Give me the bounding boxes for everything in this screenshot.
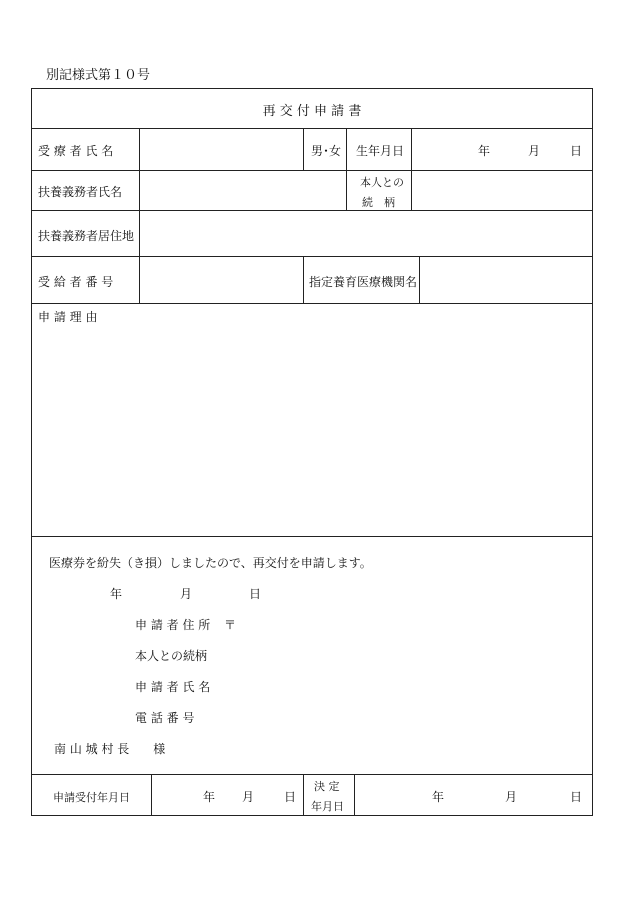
col-divider — [303, 256, 304, 303]
decision-year-label: 年 — [432, 790, 445, 804]
reason-label: 申 請 理 由 — [38, 310, 98, 324]
row-divider — [31, 774, 593, 775]
applicant-relation-label: 本人との続柄 — [135, 649, 208, 663]
postal-mark: 〒 — [224, 618, 237, 632]
decision-label-line2: 年月日 — [311, 800, 344, 813]
table-left-border — [31, 88, 32, 816]
birthdate-label: 生年月日 — [356, 144, 405, 158]
row-divider — [31, 536, 593, 537]
decision-month-label: 月 — [505, 790, 518, 804]
received-date-label: 申請受付年月日 — [53, 791, 130, 804]
guardian-address-label: 扶養義務者居住地 — [38, 229, 135, 243]
col-divider — [303, 128, 304, 170]
declaration-statement: 医療券を紛失（き損）しましたので、再交付を申請します。 — [49, 556, 372, 570]
col-divider — [346, 128, 347, 210]
declaration-year-label: 年 — [110, 587, 123, 601]
row-divider — [31, 210, 593, 211]
row-divider — [31, 128, 593, 129]
phone-label: 電 話 番 号 — [135, 711, 195, 725]
birth-year-label: 年 — [478, 144, 491, 158]
col-divider — [303, 774, 304, 815]
table-bottom-border — [31, 815, 593, 816]
row-divider — [31, 303, 593, 304]
col-divider — [151, 774, 152, 815]
addressee: 南 山 城 村 長 様 — [54, 742, 166, 756]
table-right-border — [592, 88, 593, 816]
birth-month-label: 月 — [528, 144, 541, 158]
relation-label-line1: 本人との — [360, 176, 404, 189]
guardian-name-label: 扶養義務者氏名 — [38, 185, 123, 199]
decision-day-label: 日 — [570, 790, 583, 804]
gender-label: 男･女 — [311, 144, 342, 158]
received-month-label: 月 — [242, 790, 255, 804]
birth-day-label: 日 — [570, 144, 583, 158]
applicant-address-label: 申 請 者 住 所 — [135, 618, 211, 632]
relation-label-line2: 続 柄 — [362, 196, 395, 209]
decision-label-line1: 決 定 — [314, 780, 340, 793]
col-divider — [411, 128, 412, 210]
form-number: 別記様式第１０号 — [46, 68, 151, 83]
recipient-name-label: 受 療 者 氏 名 — [38, 144, 114, 158]
form-title: 再 交 付 申 請 書 — [262, 104, 362, 119]
received-day-label: 日 — [284, 790, 297, 804]
col-divider — [419, 256, 420, 303]
row-divider — [31, 256, 593, 257]
applicant-name-label: 申 請 者 氏 名 — [135, 680, 211, 694]
col-divider — [139, 128, 140, 303]
table-top-border — [31, 88, 593, 89]
col-divider — [354, 774, 355, 815]
declaration-month-label: 月 — [180, 587, 193, 601]
institution-label: 指定養育医療機関名 — [309, 275, 418, 289]
received-year-label: 年 — [203, 790, 216, 804]
row-divider — [31, 170, 593, 171]
declaration-day-label: 日 — [249, 587, 262, 601]
recipient-number-label: 受 給 者 番 号 — [38, 275, 114, 289]
